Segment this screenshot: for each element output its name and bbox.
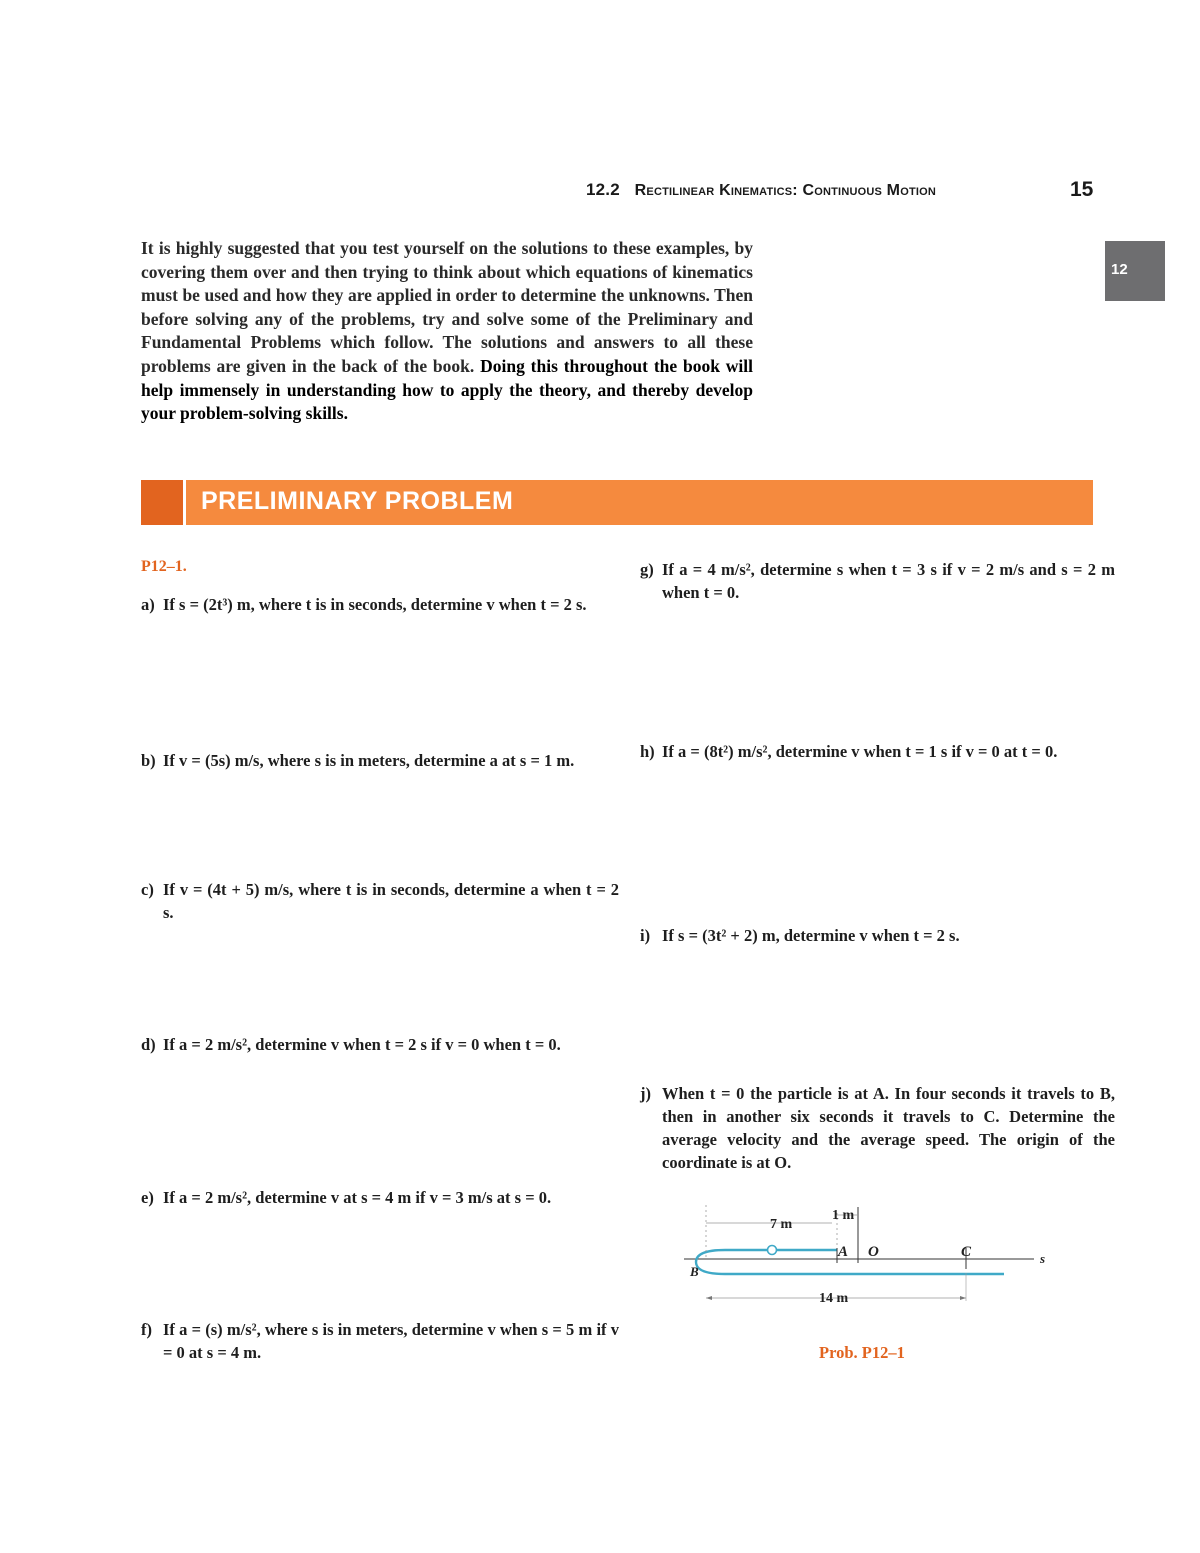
intro-text: It is highly suggested that you test yourself on the solutions to these examples, by covering them over and then trying to think about which equations of kinematics must be used and how they are applied in order to determine the unknowns. Then before solving any of the problems, try and solve some of the Preliminary and Fundamental Problems which follow. The solutions and answers to all these problems are given in the back of the book. <box>141 238 753 376</box>
item-text: If v = (5s) m/s, where s is in meters, determine a at s = 1 m. <box>163 751 575 770</box>
problem-item-d <box>141 1033 619 1056</box>
item-text: If a = 2 m/s², determine v at s = 4 m if v = 3 m/s at s = 0. <box>163 1188 552 1207</box>
item-label: e) <box>141 1188 154 1207</box>
label-a: A <box>838 1244 849 1260</box>
problem-item-f <box>141 1318 619 1364</box>
running-header <box>586 180 936 200</box>
section-banner: PRELIMINARY PROBLEM <box>186 480 1093 525</box>
item-label: h) <box>640 742 655 761</box>
particle-path <box>696 1250 1004 1274</box>
arrowhead <box>960 1296 966 1300</box>
intro-paragraph <box>141 237 753 426</box>
arrowhead <box>706 1296 712 1300</box>
problem-item-e <box>141 1186 619 1209</box>
label-1m: 1 m <box>832 1208 855 1223</box>
item-text: If a = (s) m/s², where s is in meters, determine v when s = 5 m if v = 0 at s = 4 m. <box>163 1320 619 1362</box>
figure-caption: Prob. P12–1 <box>819 1343 905 1362</box>
chapter-tab: 12 <box>1105 241 1165 301</box>
particle-marker <box>768 1246 777 1255</box>
item-label: b) <box>141 751 156 770</box>
item-label: i) <box>640 926 651 945</box>
page-number: 15 <box>1070 178 1094 201</box>
item-label: g) <box>640 560 654 579</box>
problem-item-g <box>640 558 1115 604</box>
label-7m: 7 m <box>770 1217 793 1232</box>
intro-emphasis: Doing this throughout the book will help immensely in understanding how to apply the theory, and thereby develop your problem-solving skills. <box>141 355 753 424</box>
item-text: If s = (2t³) m, where t is in seconds, determine v when t = 2 s. <box>163 595 587 614</box>
problem-item-h <box>640 740 1115 763</box>
section-title: Rectilinear Kinematics: Continuous Motion <box>634 182 937 199</box>
label-14m: 14 m <box>819 1291 849 1306</box>
item-text: If a = 2 m/s², determine v when t = 2 s if v = 0 when t = 0. <box>163 1035 561 1054</box>
section-number: 12.2 <box>586 180 620 199</box>
item-label: j) <box>640 1084 651 1103</box>
item-text: If s = (3t² + 2) m, determine v when t = 2 s. <box>662 926 960 945</box>
problem-item-b <box>141 749 619 772</box>
particle-path-figure <box>682 1195 1054 1315</box>
problem-item-a <box>141 593 619 616</box>
problem-item-j <box>640 1082 1115 1174</box>
problem-id: P12–1. <box>141 558 187 575</box>
item-text: If a = (8t²) m/s², determine v when t = 1 s if v = 0 at t = 0. <box>662 742 1058 761</box>
item-label: f) <box>141 1320 152 1339</box>
item-label: d) <box>141 1035 156 1054</box>
item-text: When t = 0 the particle is at A. In four seconds it travels to B, then in another six seconds it travels to C. Determine the average velocity and the average speed. The origin of the coordinate is at O. <box>662 1084 1115 1172</box>
banner-accent <box>141 480 183 525</box>
item-text: If v = (4t + 5) m/s, where t is in seconds, determine a when t = 2 s. <box>163 880 619 922</box>
item-text: If a = 4 m/s², determine s when t = 3 s if v = 2 m/s and s = 2 m when t = 0. <box>662 560 1115 602</box>
problem-item-i <box>640 924 1115 947</box>
item-label: a) <box>141 595 155 614</box>
problem-item-c <box>141 878 619 924</box>
label-b: B <box>690 1264 699 1279</box>
label-o: O <box>868 1244 879 1260</box>
label-c: C <box>961 1244 972 1260</box>
label-s: s <box>1040 1251 1046 1266</box>
item-label: c) <box>141 880 154 899</box>
